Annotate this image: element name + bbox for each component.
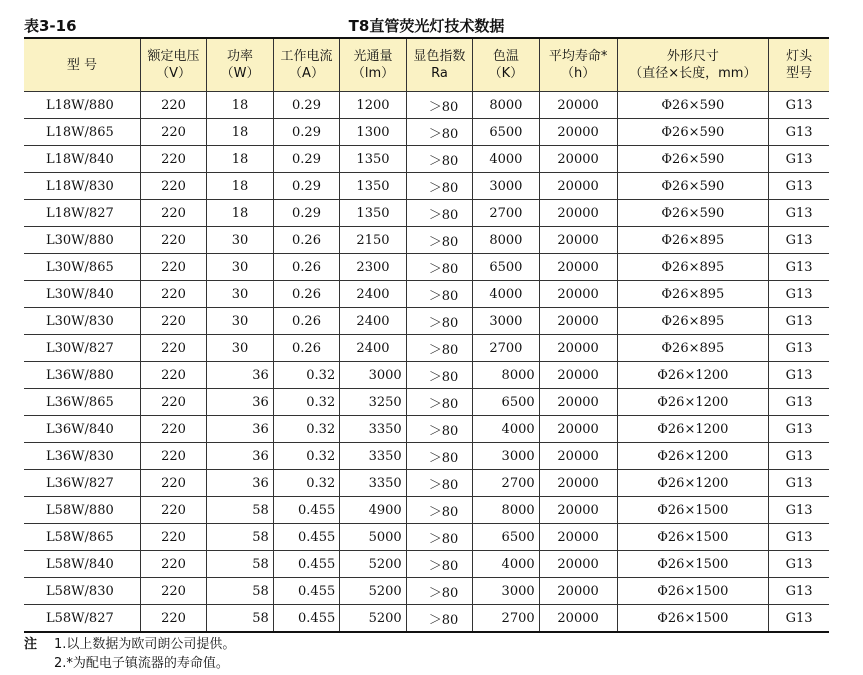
- table-number: 表3-16: [24, 17, 77, 35]
- cell-model: L58W/865: [24, 524, 140, 551]
- cell-voltage: 220: [140, 389, 206, 416]
- note-1: 1.以上数据为欧司朗公司提供。: [54, 637, 236, 652]
- cell-cct: 3000: [473, 173, 539, 200]
- cell-cri: ＞80: [406, 335, 472, 362]
- table-row: [24, 389, 829, 416]
- cell-voltage: 220: [140, 605, 206, 633]
- cell-dimensions: Φ26×590: [617, 200, 769, 227]
- cell-flux: 3000: [340, 362, 406, 389]
- col-header-flux: 光通量 （lm）: [340, 38, 406, 92]
- table-title: T8直管荧光灯技术数据: [348, 17, 505, 35]
- cell-power: 30: [207, 308, 273, 335]
- cell-flux: 1350: [340, 146, 406, 173]
- cell-cct: 4000: [473, 416, 539, 443]
- cell-base: G13: [769, 524, 829, 551]
- cell-current: 0.29: [273, 146, 339, 173]
- cell-cct: 3000: [473, 578, 539, 605]
- table-row: [24, 443, 829, 470]
- cell-model: L30W/830: [24, 308, 140, 335]
- table-row: [24, 578, 829, 605]
- cell-current: 0.455: [273, 605, 339, 633]
- cell-model: L30W/865: [24, 254, 140, 281]
- cell-flux: 1300: [340, 119, 406, 146]
- col-header-base: 灯头 型号: [769, 38, 829, 92]
- cell-cri: ＞80: [406, 173, 472, 200]
- cell-flux: 5200: [340, 551, 406, 578]
- cell-cct: 8000: [473, 497, 539, 524]
- cell-flux: 2400: [340, 281, 406, 308]
- cell-cct: 3000: [473, 308, 539, 335]
- cell-life: 20000: [539, 146, 617, 173]
- header-row: [24, 38, 829, 92]
- cell-dimensions: Φ26×895: [617, 308, 769, 335]
- cell-model: L36W/830: [24, 443, 140, 470]
- cell-base: G13: [769, 146, 829, 173]
- cell-flux: 5000: [340, 524, 406, 551]
- cell-voltage: 220: [140, 335, 206, 362]
- cell-flux: 3250: [340, 389, 406, 416]
- col-header-life: 平均寿命* （h）: [539, 38, 617, 92]
- cell-voltage: 220: [140, 308, 206, 335]
- cell-voltage: 220: [140, 443, 206, 470]
- cell-current: 0.29: [273, 200, 339, 227]
- cell-cct: 8000: [473, 362, 539, 389]
- cell-power: 58: [207, 524, 273, 551]
- cell-base: G13: [769, 227, 829, 254]
- cell-cri: ＞80: [406, 578, 472, 605]
- cell-model: L18W/865: [24, 119, 140, 146]
- cell-model: L58W/840: [24, 551, 140, 578]
- cell-model: L58W/827: [24, 605, 140, 633]
- cell-flux: 2400: [340, 308, 406, 335]
- cell-dimensions: Φ26×590: [617, 173, 769, 200]
- cell-base: G13: [769, 389, 829, 416]
- cell-life: 20000: [539, 362, 617, 389]
- cell-cri: ＞80: [406, 605, 472, 633]
- cell-model: L36W/880: [24, 362, 140, 389]
- cell-dimensions: Φ26×895: [617, 254, 769, 281]
- cell-base: G13: [769, 119, 829, 146]
- cell-cct: 2700: [473, 605, 539, 633]
- cell-flux: 2400: [340, 335, 406, 362]
- cell-voltage: 220: [140, 578, 206, 605]
- cell-dimensions: Φ26×1500: [617, 497, 769, 524]
- cell-dimensions: Φ26×590: [617, 146, 769, 173]
- cell-power: 18: [207, 146, 273, 173]
- cell-current: 0.26: [273, 254, 339, 281]
- cell-base: G13: [769, 92, 829, 119]
- cell-power: 58: [207, 605, 273, 633]
- cell-dimensions: Φ26×1200: [617, 389, 769, 416]
- cell-base: G13: [769, 173, 829, 200]
- cell-flux: 1200: [340, 92, 406, 119]
- col-header-current: 工作电流 （A）: [273, 38, 339, 92]
- cell-flux: 3350: [340, 470, 406, 497]
- cell-dimensions: Φ26×1200: [617, 443, 769, 470]
- cell-model: L36W/865: [24, 389, 140, 416]
- table-row: [24, 254, 829, 281]
- cell-flux: 5200: [340, 605, 406, 633]
- cell-model: L36W/840: [24, 416, 140, 443]
- cell-power: 58: [207, 497, 273, 524]
- cell-dimensions: Φ26×1500: [617, 524, 769, 551]
- cell-power: 58: [207, 551, 273, 578]
- cell-power: 30: [207, 254, 273, 281]
- table-row: [24, 362, 829, 389]
- table-row: [24, 335, 829, 362]
- col-header-model: 型 号: [24, 38, 140, 92]
- cell-voltage: 220: [140, 173, 206, 200]
- cell-life: 20000: [539, 389, 617, 416]
- cell-model: L58W/830: [24, 578, 140, 605]
- cell-power: 30: [207, 335, 273, 362]
- cell-cct: 2700: [473, 470, 539, 497]
- cell-life: 20000: [539, 200, 617, 227]
- cell-flux: 4900: [340, 497, 406, 524]
- cell-base: G13: [769, 470, 829, 497]
- cell-power: 30: [207, 281, 273, 308]
- cell-voltage: 220: [140, 362, 206, 389]
- cell-current: 0.455: [273, 551, 339, 578]
- cell-model: L30W/827: [24, 335, 140, 362]
- cell-cri: ＞80: [406, 281, 472, 308]
- cell-flux: 3350: [340, 416, 406, 443]
- cell-life: 20000: [539, 443, 617, 470]
- cell-dimensions: Φ26×590: [617, 92, 769, 119]
- cell-flux: 1350: [340, 173, 406, 200]
- lamp-data-table: [24, 37, 829, 633]
- cell-cri: ＞80: [406, 470, 472, 497]
- cell-cri: ＞80: [406, 443, 472, 470]
- table-row: [24, 146, 829, 173]
- cell-dimensions: Φ26×895: [617, 281, 769, 308]
- cell-cri: ＞80: [406, 416, 472, 443]
- cell-current: 0.32: [273, 470, 339, 497]
- cell-cri: ＞80: [406, 146, 472, 173]
- cell-voltage: 220: [140, 416, 206, 443]
- cell-power: 18: [207, 92, 273, 119]
- cell-life: 20000: [539, 119, 617, 146]
- cell-cri: ＞80: [406, 389, 472, 416]
- cell-cct: 8000: [473, 227, 539, 254]
- cell-model: L18W/830: [24, 173, 140, 200]
- cell-base: G13: [769, 551, 829, 578]
- cell-dimensions: Φ26×1200: [617, 470, 769, 497]
- table-row: [24, 470, 829, 497]
- table-body: [24, 92, 829, 633]
- cell-dimensions: Φ26×1200: [617, 416, 769, 443]
- cell-current: 0.26: [273, 308, 339, 335]
- cell-cct: 2700: [473, 335, 539, 362]
- cell-life: 20000: [539, 578, 617, 605]
- cell-current: 0.455: [273, 497, 339, 524]
- cell-life: 20000: [539, 497, 617, 524]
- table-row: [24, 227, 829, 254]
- table-row: [24, 497, 829, 524]
- cell-current: 0.455: [273, 524, 339, 551]
- cell-life: 20000: [539, 524, 617, 551]
- cell-voltage: 220: [140, 281, 206, 308]
- cell-voltage: 220: [140, 227, 206, 254]
- cell-voltage: 220: [140, 524, 206, 551]
- cell-power: 36: [207, 416, 273, 443]
- cell-base: G13: [769, 416, 829, 443]
- cell-voltage: 220: [140, 146, 206, 173]
- cell-life: 20000: [539, 254, 617, 281]
- cell-voltage: 220: [140, 470, 206, 497]
- cell-power: 36: [207, 362, 273, 389]
- cell-model: L36W/827: [24, 470, 140, 497]
- cell-cct: 3000: [473, 443, 539, 470]
- cell-current: 0.32: [273, 416, 339, 443]
- cell-voltage: 220: [140, 497, 206, 524]
- cell-life: 20000: [539, 173, 617, 200]
- cell-current: 0.32: [273, 389, 339, 416]
- cell-flux: 1350: [340, 200, 406, 227]
- cell-power: 36: [207, 470, 273, 497]
- cell-model: L18W/827: [24, 200, 140, 227]
- col-header-voltage: 额定电压 （V）: [140, 38, 206, 92]
- cell-life: 20000: [539, 308, 617, 335]
- table-row: [24, 92, 829, 119]
- cell-power: 18: [207, 200, 273, 227]
- cell-power: 58: [207, 578, 273, 605]
- cell-cct: 2700: [473, 200, 539, 227]
- table-row: [24, 308, 829, 335]
- cell-model: L18W/880: [24, 92, 140, 119]
- cell-current: 0.32: [273, 362, 339, 389]
- cell-base: G13: [769, 254, 829, 281]
- cell-cri: ＞80: [406, 227, 472, 254]
- cell-power: 18: [207, 173, 273, 200]
- cell-life: 20000: [539, 92, 617, 119]
- cell-base: G13: [769, 308, 829, 335]
- cell-cct: 6500: [473, 524, 539, 551]
- cell-current: 0.26: [273, 335, 339, 362]
- cell-life: 20000: [539, 281, 617, 308]
- cell-dimensions: Φ26×1200: [617, 362, 769, 389]
- cell-voltage: 220: [140, 254, 206, 281]
- cell-cct: 6500: [473, 119, 539, 146]
- cell-cri: ＞80: [406, 200, 472, 227]
- cell-dimensions: Φ26×1500: [617, 605, 769, 633]
- cell-flux: 2300: [340, 254, 406, 281]
- cell-flux: 2150: [340, 227, 406, 254]
- cell-current: 0.455: [273, 578, 339, 605]
- cell-cri: ＞80: [406, 92, 472, 119]
- table-row: [24, 551, 829, 578]
- cell-model: L18W/840: [24, 146, 140, 173]
- cell-voltage: 220: [140, 200, 206, 227]
- cell-dimensions: Φ26×895: [617, 335, 769, 362]
- cell-cri: ＞80: [406, 254, 472, 281]
- note-2: 2.*为配电子镇流器的寿命值。: [54, 656, 229, 671]
- cell-base: G13: [769, 335, 829, 362]
- cell-current: 0.29: [273, 119, 339, 146]
- table-row: [24, 119, 829, 146]
- cell-cct: 4000: [473, 146, 539, 173]
- cell-dimensions: Φ26×590: [617, 119, 769, 146]
- cell-base: G13: [769, 443, 829, 470]
- cell-cri: ＞80: [406, 524, 472, 551]
- cell-current: 0.32: [273, 443, 339, 470]
- cell-life: 20000: [539, 227, 617, 254]
- table-row: [24, 416, 829, 443]
- cell-cri: ＞80: [406, 308, 472, 335]
- table-row: [24, 200, 829, 227]
- table-row: [24, 605, 829, 633]
- cell-base: G13: [769, 362, 829, 389]
- cell-life: 20000: [539, 551, 617, 578]
- cell-voltage: 220: [140, 551, 206, 578]
- table-row: [24, 281, 829, 308]
- cell-cct: 4000: [473, 281, 539, 308]
- table-row: [24, 173, 829, 200]
- cell-current: 0.29: [273, 92, 339, 119]
- cell-base: G13: [769, 578, 829, 605]
- cell-cri: ＞80: [406, 119, 472, 146]
- cell-cct: 6500: [473, 389, 539, 416]
- col-header-dimensions: 外形尺寸 （直径×长度，mm）: [617, 38, 769, 92]
- cell-cri: ＞80: [406, 551, 472, 578]
- cell-cri: ＞80: [406, 362, 472, 389]
- cell-cri: ＞80: [406, 497, 472, 524]
- cell-flux: 3350: [340, 443, 406, 470]
- cell-life: 20000: [539, 335, 617, 362]
- cell-model: L58W/880: [24, 497, 140, 524]
- cell-power: 36: [207, 443, 273, 470]
- cell-flux: 5200: [340, 578, 406, 605]
- cell-voltage: 220: [140, 119, 206, 146]
- cell-voltage: 220: [140, 92, 206, 119]
- cell-dimensions: Φ26×895: [617, 227, 769, 254]
- cell-base: G13: [769, 497, 829, 524]
- cell-base: G13: [769, 200, 829, 227]
- cell-base: G13: [769, 281, 829, 308]
- cell-dimensions: Φ26×1500: [617, 551, 769, 578]
- col-header-power: 功率 （W）: [207, 38, 273, 92]
- cell-current: 0.29: [273, 173, 339, 200]
- cell-life: 20000: [539, 416, 617, 443]
- cell-cct: 4000: [473, 551, 539, 578]
- cell-power: 30: [207, 227, 273, 254]
- table-row: [24, 524, 829, 551]
- cell-current: 0.26: [273, 281, 339, 308]
- cell-power: 18: [207, 119, 273, 146]
- cell-base: G13: [785, 610, 813, 626]
- notes-label: 注: [24, 637, 38, 652]
- col-header-cri: 显色指数 Ra: [406, 38, 472, 92]
- table-caption: [24, 12, 829, 34]
- cell-power: 36: [207, 389, 273, 416]
- cell-cct: 6500: [473, 254, 539, 281]
- col-header-cct: 色温 （K）: [473, 38, 539, 92]
- cell-life: 20000: [539, 470, 617, 497]
- cell-life: 20000: [539, 605, 617, 633]
- cell-cct: 8000: [473, 92, 539, 119]
- cell-model: L30W/840: [24, 281, 140, 308]
- cell-current: 0.26: [273, 227, 339, 254]
- cell-model: L30W/880: [24, 227, 140, 254]
- cell-dimensions: Φ26×1500: [617, 578, 769, 605]
